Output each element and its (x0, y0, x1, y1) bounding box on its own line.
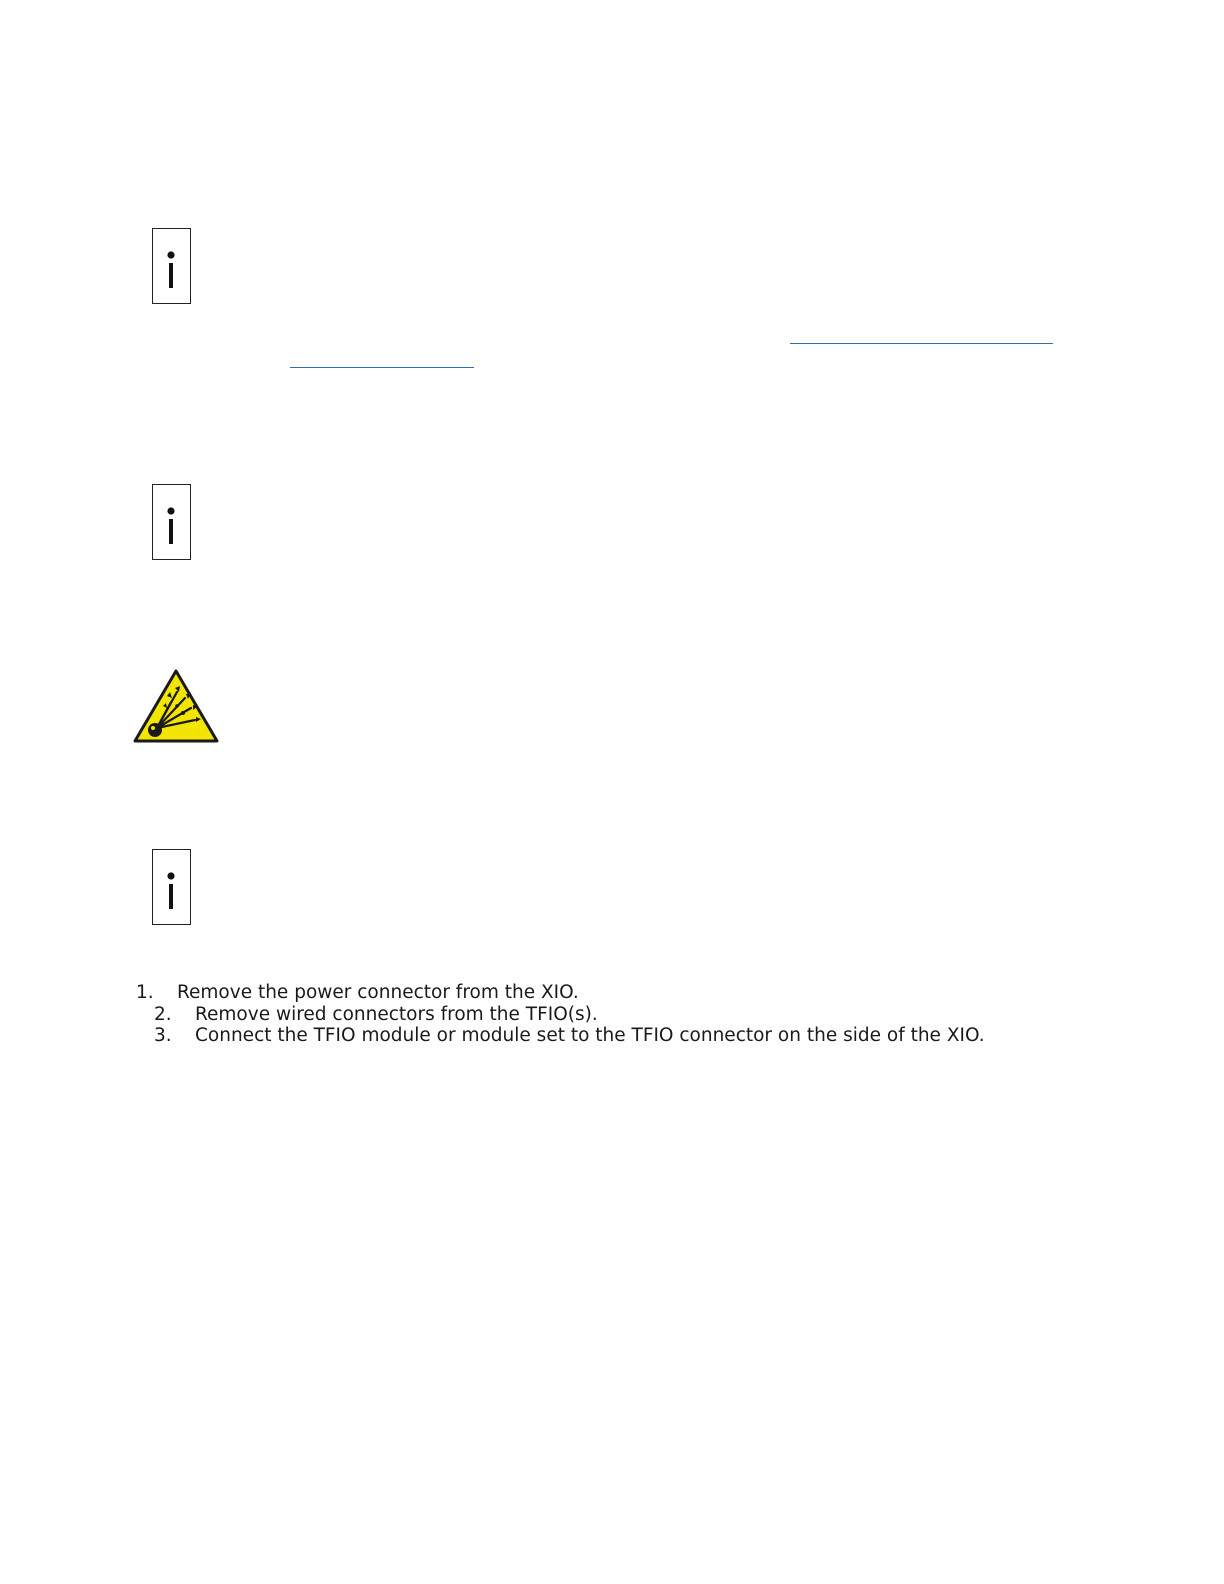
step-number: 3. (154, 1025, 172, 1046)
step-number: 1. (136, 982, 154, 1003)
info-icon (152, 228, 191, 304)
info-icon (152, 484, 191, 560)
step-text: Remove the power connector from the XIO. (177, 982, 579, 1003)
hyperlink-underline[interactable] (790, 343, 1053, 344)
info-icon (152, 849, 191, 925)
step-text: Connect the TFIO module or module set to the TFIO connector on the side of the XIO. (195, 1025, 985, 1046)
explosion-hazard-icon (133, 668, 219, 744)
hyperlink-underline[interactable] (290, 367, 474, 368)
step-text: Remove wired connectors from the TFIO(s). (195, 1003, 598, 1025)
step-number: 2. (154, 1003, 172, 1025)
